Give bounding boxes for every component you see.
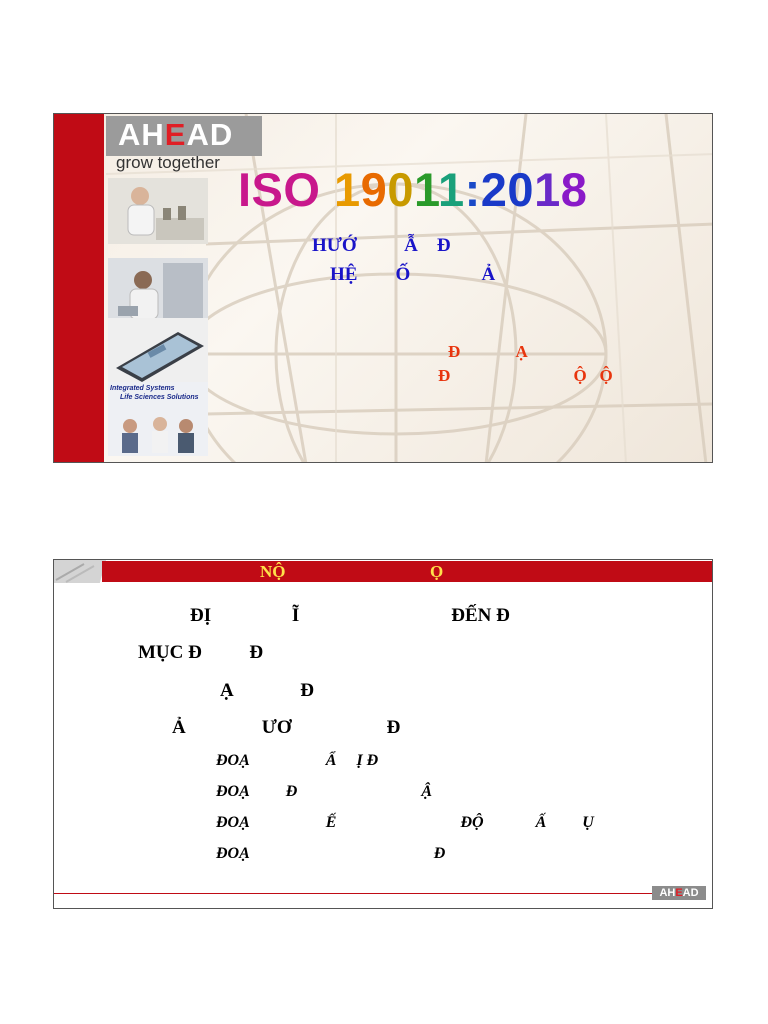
logo-accent: E [164, 117, 187, 152]
contents-slide [53, 559, 713, 909]
presenter-line2: Đ Ộ Ộ [438, 366, 613, 385]
title-slide [53, 113, 713, 463]
logo-prefix: AH [118, 117, 165, 152]
iso-title-part: 1 [438, 163, 465, 216]
subtitle-line1: HƯỚ Ẫ Đ [312, 235, 451, 256]
iso-title [238, 162, 587, 217]
ahead-logo [106, 116, 262, 156]
team-meeting-photo [108, 382, 208, 456]
iso-title-part: 8 [560, 163, 588, 216]
iso-title-part: 1 [534, 163, 561, 216]
iso-title-part: 1 [413, 163, 438, 216]
content-item-2: MỤC Đ Đ [138, 642, 264, 663]
lab-worker-photo [108, 178, 208, 244]
photo-caption-line2: Life Sciences Solutions [120, 394, 199, 401]
footer-logo-suffix: AD [682, 887, 699, 899]
sub-item-1: ĐOẠ Ẩ Ị Đ [216, 752, 379, 769]
iso-title-part: ISO [238, 163, 335, 216]
sub-item-3: ĐOẠ Ế ĐỘ Ấ Ụ [216, 814, 594, 831]
logo-tagline: grow together [116, 153, 220, 172]
slide-header-title: NỘ Ọ [260, 562, 444, 581]
left-red-bar [54, 114, 104, 462]
header-corner-image [54, 560, 106, 583]
content-item-4: Ả ƯƠ Đ [172, 717, 401, 738]
footer-rule [54, 893, 654, 894]
iso-title-part: 9 [360, 163, 388, 216]
presenter-line1: Đ Ạ [448, 342, 528, 361]
tablet-device-photo [108, 318, 208, 384]
iso-title-part: 0 [387, 163, 414, 216]
footer-logo-accent: E [675, 887, 683, 899]
iso-title-part: : [464, 163, 481, 216]
subtitle-line2: HỆ Ố Ả [330, 264, 496, 285]
content-item-3: Ạ Đ [220, 680, 314, 701]
sub-item-4: ĐOẠ Đ [216, 845, 446, 862]
footer-logo-prefix: AH [659, 887, 676, 899]
iso-title-part: 1 [334, 163, 361, 216]
iso-title-part: 20 [480, 163, 535, 216]
logo-suffix: AD [186, 117, 234, 152]
photo-caption-line1: Integrated Systems [110, 385, 175, 392]
sub-item-2: ĐOẠ Đ Ậ [216, 783, 433, 800]
content-item-1: ĐỊ Ĩ ĐẾN Đ [190, 605, 510, 626]
lab-scientist-photo [108, 258, 208, 324]
footer-ahead-logo [652, 886, 706, 900]
